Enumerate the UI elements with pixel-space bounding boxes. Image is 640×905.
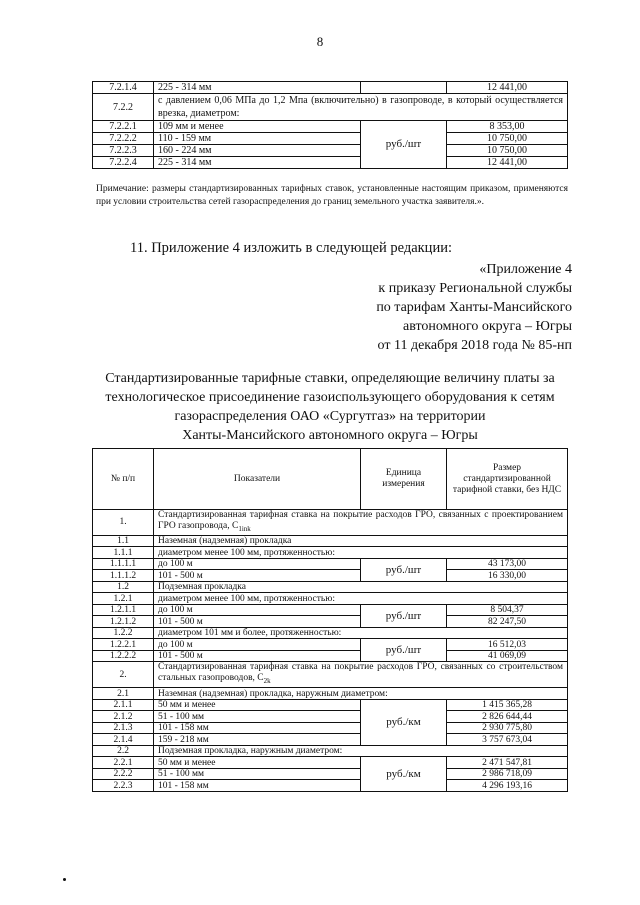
- table-row: [93, 157, 568, 169]
- unit-cell: руб./шт: [361, 604, 447, 627]
- title-line: Ханты-Мансийского автономного округа – Югры: [182, 428, 478, 443]
- row-label: 109 мм и менее: [154, 121, 361, 133]
- annex-line: к приказу Региональной службы: [378, 281, 572, 296]
- table-row: [93, 650, 568, 662]
- table-row: [93, 82, 568, 94]
- row-label: 51 - 100 мм: [154, 768, 361, 780]
- table-row: [93, 699, 568, 711]
- header-indicators: Показатели: [154, 449, 361, 510]
- unit-cell: руб./шт: [361, 121, 447, 169]
- title-line: технологическое присоединение газоиспользующего оборудования к сетям: [105, 390, 555, 405]
- row-number: 1.: [93, 510, 154, 536]
- row-number: 1.1.1.1: [93, 558, 154, 570]
- row-value: 8 504,37: [447, 604, 568, 616]
- tariff-table-continuation: [92, 81, 568, 169]
- row-label: 101 - 500 м: [154, 570, 361, 582]
- row-value: 2 471 547,81: [447, 757, 568, 769]
- table-row: [93, 757, 568, 769]
- row-value: 16 512,03: [447, 639, 568, 651]
- row-label: 225 - 314 мм: [154, 157, 361, 169]
- row-label: 101 - 500 м: [154, 616, 361, 628]
- row-number: 1.2.2: [93, 627, 154, 639]
- annex-header: [376, 260, 572, 355]
- row-label: 50 мм и менее: [154, 757, 361, 769]
- item-11-heading: 11. Приложение 4 изложить в следующей редакции:: [130, 240, 452, 256]
- row-label-text: Стандартизированная тарифная ставка на покрытие расходов ГРО, связанных со строительством стальных газопроводов, C: [158, 662, 563, 684]
- row-number: 2.1.1: [93, 699, 154, 711]
- row-value: 3 757 673,04: [447, 734, 568, 746]
- table-row: [93, 570, 568, 582]
- annex-line: «Приложение 4: [479, 262, 572, 277]
- row-number: 7.2.2.2: [93, 133, 154, 145]
- row-label: 101 - 500 м: [154, 650, 361, 662]
- table-header-row: [93, 449, 568, 510]
- table-row: [93, 639, 568, 651]
- row-value: 8 353,00: [447, 121, 568, 133]
- row-label: 225 - 314 мм: [154, 82, 361, 94]
- row-value: 10 750,00: [447, 145, 568, 157]
- row-label: 51 - 100 мм: [154, 711, 361, 723]
- annex-line: автономного округа – Югры: [403, 319, 572, 334]
- row-label: Подземная прокладка, наружным диаметром:: [154, 745, 568, 757]
- row-label-subscript: 1ink: [238, 524, 251, 533]
- annex-line: по тарифам Ханты-Мансийского: [376, 300, 572, 315]
- unit-cell: руб./км: [361, 757, 447, 792]
- row-number: 2.1.2: [93, 711, 154, 723]
- row-label: диаметром менее 100 мм, протяженностью:: [154, 547, 568, 559]
- table-row: [93, 688, 568, 700]
- table-row: [93, 768, 568, 780]
- row-label: 101 - 158 мм: [154, 722, 361, 734]
- header-num: № п/п: [93, 449, 154, 510]
- table-row: [93, 558, 568, 570]
- row-value: 4 296 193,16: [447, 780, 568, 792]
- row-label: с давлением 0,06 МПа до 1,2 Мпа (включительно) в газопроводе, в который осуществляется врезка, диаметром:: [154, 94, 568, 121]
- row-number: 1.1.1.2: [93, 570, 154, 582]
- row-value: 41 069,09: [447, 650, 568, 662]
- row-number: 7.2.2.3: [93, 145, 154, 157]
- row-label: Подземная прокладка: [154, 581, 568, 593]
- row-label: 101 - 158 мм: [154, 780, 361, 792]
- row-number: 1.2.1.2: [93, 616, 154, 628]
- table-row: [93, 711, 568, 723]
- header-rate: Размер стандартизированной тарифной ставки, без НДС: [447, 449, 568, 510]
- row-label: 50 мм и менее: [154, 699, 361, 711]
- row-value: 82 247,50: [447, 616, 568, 628]
- row-value: 2 826 644,44: [447, 711, 568, 723]
- row-value: 2 986 718,09: [447, 768, 568, 780]
- title-line: газораспределения ОАО «Сургутгаз» на территории: [174, 409, 486, 424]
- row-value: 43 173,00: [447, 558, 568, 570]
- table-row: [93, 745, 568, 757]
- table-row: [93, 547, 568, 559]
- table-row: [93, 593, 568, 605]
- row-number: 2.1: [93, 688, 154, 700]
- table-row: [93, 581, 568, 593]
- table-row: [93, 780, 568, 792]
- row-label: [154, 510, 568, 536]
- table-row: [93, 535, 568, 547]
- row-number: 1.1.1: [93, 547, 154, 559]
- page-number: 8: [316, 34, 324, 49]
- row-number: 2.2.2: [93, 768, 154, 780]
- row-value: 1 415 365,28: [447, 699, 568, 711]
- row-label: диаметром менее 100 мм, протяженностью:: [154, 593, 568, 605]
- row-label: 110 - 159 мм: [154, 133, 361, 145]
- row-label: 159 - 218 мм: [154, 734, 361, 746]
- unit-cell: руб./шт: [361, 639, 447, 662]
- row-label: Наземная (надземная) прокладка: [154, 535, 568, 547]
- table-row: [93, 94, 568, 121]
- row-label: [154, 662, 568, 688]
- unit-cell: руб./шт: [361, 558, 447, 581]
- row-unit: [361, 82, 447, 94]
- row-number: 1.2.2.2: [93, 650, 154, 662]
- title-line: Стандартизированные тарифные ставки, определяющие величину платы за: [105, 371, 555, 386]
- row-value: 12 441,00: [447, 157, 568, 169]
- table-note: Примечание: размеры стандартизированных тарифных ставок, установленные настоящим приказом, применяются при условии строительства сетей газораспределения до границ земельного участка заявителя.».: [96, 184, 568, 207]
- row-number: 1.2.1: [93, 593, 154, 605]
- table-row: [93, 627, 568, 639]
- row-number: 1.2: [93, 581, 154, 593]
- row-label: 160 - 224 мм: [154, 145, 361, 157]
- row-number: 7.2.2.1: [93, 121, 154, 133]
- tariff-rates-table: [92, 448, 568, 792]
- table-row: [93, 145, 568, 157]
- row-value: 16 330,00: [447, 570, 568, 582]
- header-unit: Единица измерения: [361, 449, 447, 510]
- row-label: диаметром 101 мм и более, протяженностью:: [154, 627, 568, 639]
- table-row: [93, 121, 568, 133]
- document-title: [90, 369, 570, 445]
- unit-cell: руб./км: [361, 699, 447, 745]
- annex-line: от 11 декабря 2018 года № 85-нп: [377, 338, 572, 353]
- row-label-text: Стандартизированная тарифная ставка на покрытие расходов ГРО, связанных с проектированием ГРО газопровода, C: [158, 510, 563, 531]
- row-number: 2.: [93, 662, 154, 688]
- row-number: 2.2.3: [93, 780, 154, 792]
- row-number: 2.1.4: [93, 734, 154, 746]
- row-value: 10 750,00: [447, 133, 568, 145]
- row-number: 1.2.2.1: [93, 639, 154, 651]
- row-value: 12 441,00: [447, 82, 568, 94]
- row-value: 2 930 775,80: [447, 722, 568, 734]
- scan-dot-mark: [63, 878, 66, 881]
- row-label: Наземная (надземная) прокладка, наружным диаметром:: [154, 688, 568, 700]
- table-row: [93, 604, 568, 616]
- row-label: до 100 м: [154, 558, 361, 570]
- row-label-subscript: 2k: [263, 677, 271, 686]
- row-number: 2.2: [93, 745, 154, 757]
- row-number: 1.1: [93, 535, 154, 547]
- table-row: [93, 734, 568, 746]
- table-row: [93, 662, 568, 688]
- row-number: 7.2.2: [93, 94, 154, 121]
- row-label: до 100 м: [154, 639, 361, 651]
- row-number: 2.2.1: [93, 757, 154, 769]
- row-number: 1.2.1.1: [93, 604, 154, 616]
- table-row: [93, 133, 568, 145]
- row-label: до 100 м: [154, 604, 361, 616]
- row-number: 7.2.1.4: [93, 82, 154, 94]
- row-number: 2.1.3: [93, 722, 154, 734]
- table-row: [93, 616, 568, 628]
- row-number: 7.2.2.4: [93, 157, 154, 169]
- table-row: [93, 722, 568, 734]
- table-row: [93, 510, 568, 536]
